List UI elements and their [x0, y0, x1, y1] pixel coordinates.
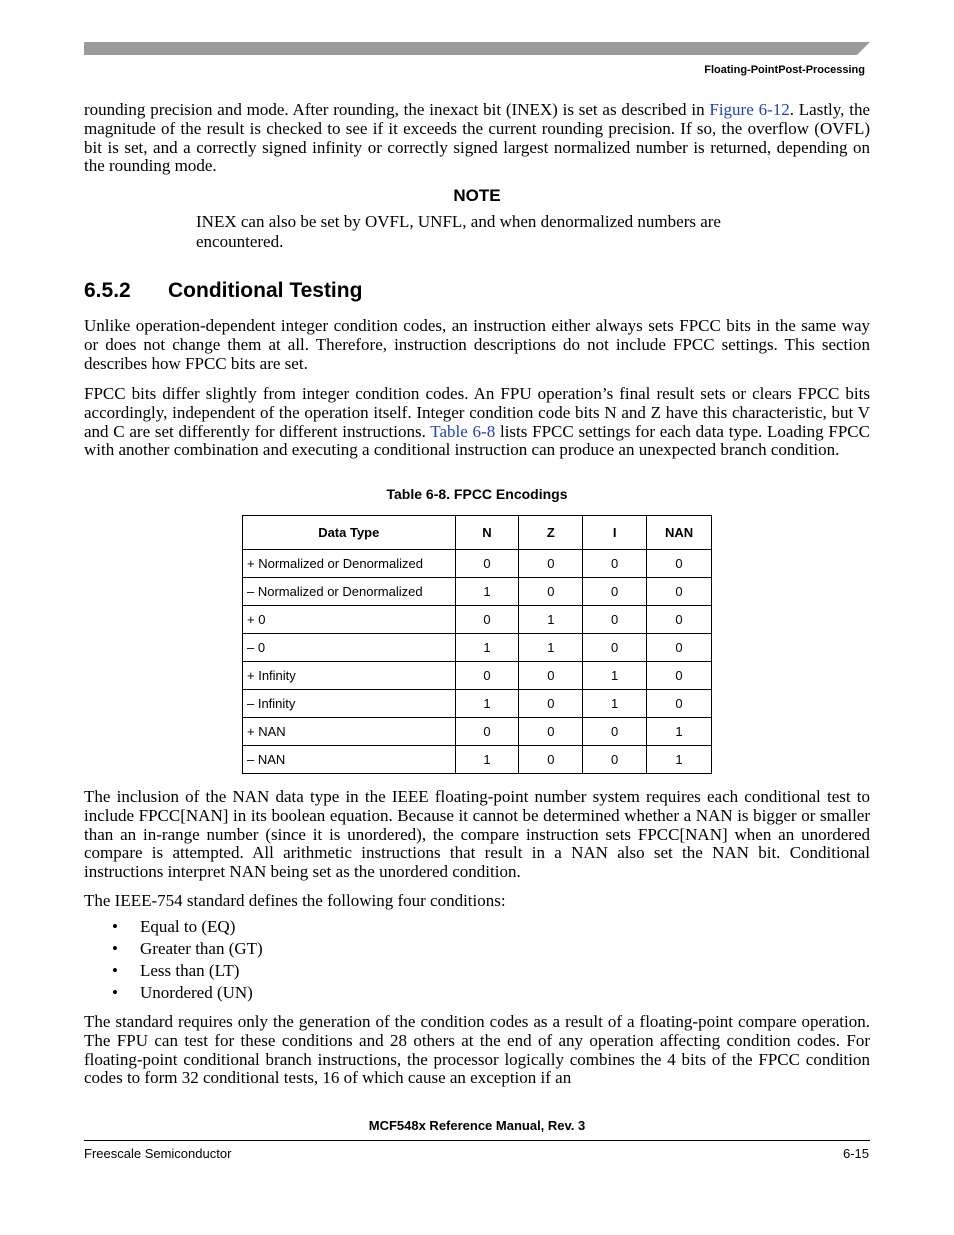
table-cell: 1	[583, 690, 647, 718]
header-bar	[84, 42, 870, 55]
table-cell: 0	[647, 578, 712, 606]
table-row	[243, 606, 712, 634]
section-paragraph-3: The inclusion of the NAN data type in the IEEE floating-point number system requires each conditional test to include FPCC[NAN] in its boolean equation. Because it cannot be determined whether a NAN is bigger or smaller than an in-range number (since it is unordered), the compare instruction sets FPCC[NAN] when an unordered compare is attempted. All arithmetic instructions that result in a NAN also set the NAN bit. Conditional instructions interpret NAN being set as the unordered condition.	[84, 787, 870, 882]
footer-divider	[84, 1140, 870, 1141]
table-cell: 0	[519, 746, 583, 774]
table-cell: 0	[583, 634, 647, 662]
list-item-text: Greater than (GT)	[140, 939, 263, 958]
table-cell: 0	[647, 606, 712, 634]
figure-6-12-link[interactable]: Figure 6-12	[709, 100, 790, 119]
table-cell: 0	[583, 746, 647, 774]
list-item-text: Unordered (UN)	[140, 983, 253, 1002]
table-row	[243, 718, 712, 746]
table-header-cell: Data Type	[243, 516, 456, 550]
table-header-cell: NAN	[647, 516, 712, 550]
conditions-list	[112, 916, 263, 1004]
section-number: 6.5.2	[84, 279, 131, 302]
table-header-row	[243, 516, 712, 550]
table-cell: 1	[647, 746, 712, 774]
intro-paragraph	[84, 101, 870, 176]
section-paragraph-4: The IEEE-754 standard defines the following four conditions:	[84, 891, 506, 910]
table-row	[243, 550, 712, 578]
section-paragraph-5: The standard requires only the generation of the condition codes as a result of a floating-point compare operation. The FPU can test for these conditions and 28 others at the end of any operation affecting condition codes. For floating-point conditional branch instructions, the processor logically combines the 4 bits of the FPCC condition codes to form 32 conditional tests, 16 of which cause an exception if an	[84, 1012, 870, 1088]
intro-text-1: rounding precision and mode. After rounding, the inexact bit (INEX) is set as described in	[84, 100, 710, 119]
section-heading	[84, 279, 362, 303]
table-cell: 1	[455, 746, 519, 774]
table-cell: 0	[519, 718, 583, 746]
table-cell: – Infinity	[243, 690, 456, 718]
list-item-text: Equal to (EQ)	[140, 917, 236, 936]
table-row	[243, 662, 712, 690]
table-cell: 0	[519, 690, 583, 718]
table-cell: 1	[455, 634, 519, 662]
table-cell: 0	[583, 718, 647, 746]
table-cell: 0	[519, 578, 583, 606]
note-body: INEX can also be set by OVFL, UNFL, and when denormalized numbers are encountered.	[196, 212, 721, 251]
table-cell: 0	[519, 550, 583, 578]
list-item	[112, 982, 263, 1004]
table-cell: 0	[583, 578, 647, 606]
list-item-text: Less than (LT)	[140, 961, 240, 980]
table-cell: + NAN	[243, 718, 456, 746]
table-header-cell: I	[583, 516, 647, 550]
table-cell: 0	[647, 634, 712, 662]
table-cell: + Infinity	[243, 662, 456, 690]
list-item	[112, 938, 263, 960]
p2-text-2: lists FPCC settings for each data type. Loading FPCC with another combination and executing a conditional instruction can produce an unexpected branch condition.	[84, 421, 870, 460]
section-title: Conditional Testing	[168, 279, 363, 302]
bullet-icon: •	[112, 939, 118, 958]
table-row	[243, 634, 712, 662]
table-cell: 0	[583, 606, 647, 634]
p2-text-1: FPCC bits differ slightly from integer condition codes. An FPU operation’s final result sets or clears FPCC bits accordingly, independent of the operation itself. Integer condition code bits N and Z have this characteristic, but V and C are set differently for different instructions.	[84, 384, 870, 441]
bullet-icon: •	[112, 961, 118, 980]
table-row	[243, 690, 712, 718]
table-cell: + 0	[243, 606, 456, 634]
table-header-cell: N	[455, 516, 519, 550]
table-cell: 0	[647, 662, 712, 690]
intro-text-2: . Lastly, the magnitude of the result is checked to see if it exceeds the current rounding precision. If so, the overflow (OVFL) bit is set, and a correctly signed infinity or correctly signed largest normalized number is returned, depending on the rounding mode.	[84, 100, 871, 176]
table-cell: 0	[455, 662, 519, 690]
list-item	[112, 916, 263, 938]
table-cell: + Normalized or Denormalized	[243, 550, 456, 578]
table-row	[243, 578, 712, 606]
bullet-icon: •	[112, 983, 118, 1002]
note-heading: NOTE	[453, 186, 501, 205]
table-cell: 0	[455, 550, 519, 578]
table-cell: 0	[583, 550, 647, 578]
table-cell: 1	[647, 718, 712, 746]
section-paragraph-1: Unlike operation-dependent integer condition codes, an instruction either always sets FPCC bits in the same way or does not change them at all. Therefore, instruction descriptions do not include FPCC settings. This section describes how FPCC bits are set.	[84, 316, 870, 373]
list-item	[112, 960, 263, 982]
table-header-cell: Z	[519, 516, 583, 550]
table-cell: – NAN	[243, 746, 456, 774]
table-cell: 0	[647, 550, 712, 578]
table-cell: – Normalized or Denormalized	[243, 578, 456, 606]
footer-company: Freescale Semiconductor	[84, 1146, 232, 1161]
footer-manual-title: MCF548x Reference Manual, Rev. 3	[368, 1118, 586, 1133]
table-cell: 1	[519, 634, 583, 662]
page-number: 6-15	[842, 1146, 869, 1161]
table-cell: 1	[455, 578, 519, 606]
table-cell: 1	[519, 606, 583, 634]
table-cell: 1	[583, 662, 647, 690]
table-cell: 0	[455, 606, 519, 634]
table-6-8-link[interactable]: Table 6-8	[430, 421, 496, 441]
fpcc-encodings-table	[242, 515, 712, 774]
table-cell: 0	[647, 690, 712, 718]
table-cell: 0	[455, 718, 519, 746]
table-row	[243, 746, 712, 774]
table-cell: 1	[455, 690, 519, 718]
table-cell: 0	[519, 662, 583, 690]
bullet-icon: •	[112, 917, 118, 936]
table-title: Table 6-8. FPCC Encodings	[386, 486, 568, 502]
running-head: Floating-PointPost-Processing	[704, 64, 865, 76]
table-cell: – 0	[243, 634, 456, 662]
section-paragraph-2	[84, 385, 870, 460]
